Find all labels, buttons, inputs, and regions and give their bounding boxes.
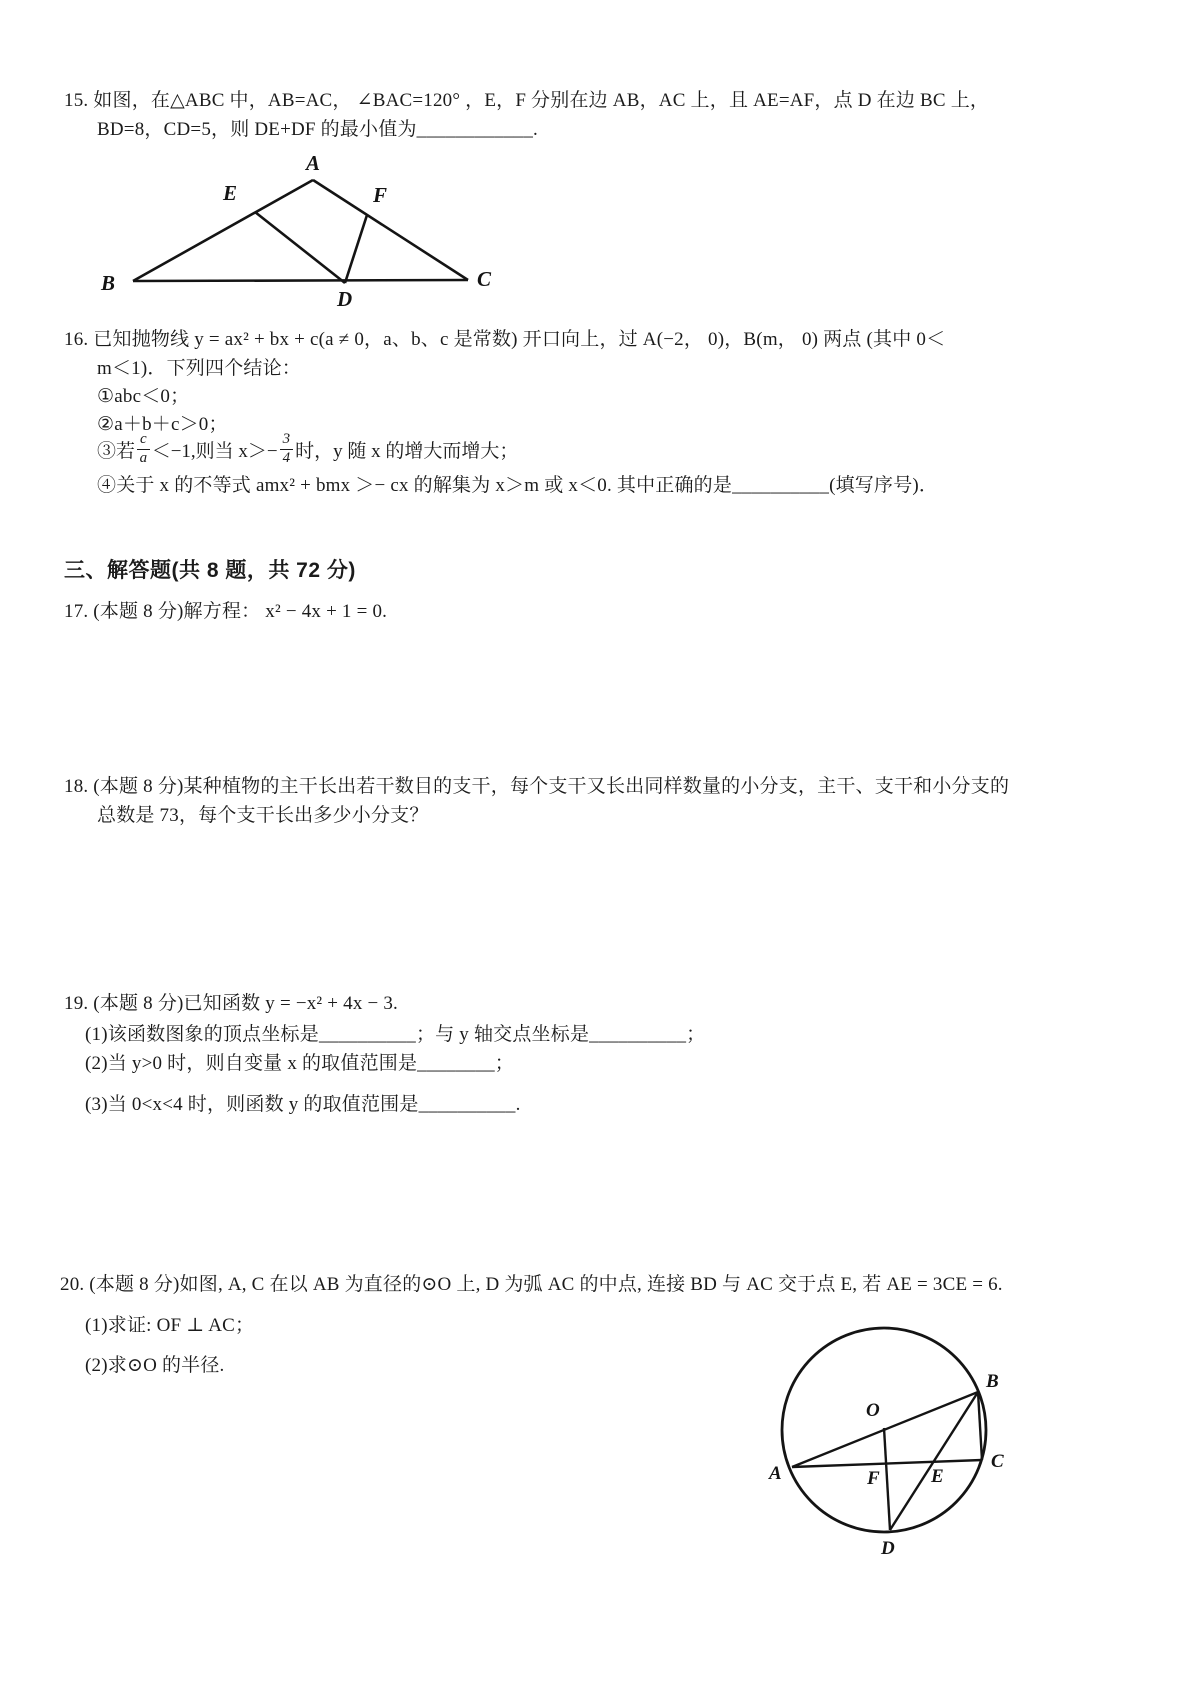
item3-text-pre: ③若: [97, 440, 136, 462]
triangle-label-e: E: [223, 181, 238, 205]
fraction-numerator: c: [137, 432, 150, 450]
question-19-item-1: (1)该函数图象的顶点坐标是__________；与 y 轴交点坐标是__________；: [85, 1024, 706, 1045]
circle-label-f: F: [867, 1468, 880, 1489]
segment-bc: [133, 280, 468, 281]
fraction-denominator: a: [139, 449, 148, 466]
question-18-line-1: 18. (本题 8 分)某种植物的主干长出若干数目的支干，每个支干又长出同样数量的小分支，主干、支干和小分支的: [64, 776, 1010, 797]
triangle-label-a: A: [306, 151, 321, 175]
segment-fd: [345, 215, 367, 283]
fraction-numerator: 3: [280, 432, 294, 450]
question-16-line-1: 16. 已知抛物线 y = ax² + bx + c(a ≠ 0，a、b、c 是常数) 开口向上，过 A(−2， 0)，B(m， 0) 两点 (其中 0＜: [64, 329, 946, 350]
question-18-line-2: 总数是 73，每个支干长出多少小分支？: [97, 805, 429, 826]
circle-label-e: E: [931, 1466, 944, 1487]
item3-text-post: 时，y 随 x 的增大而增大；: [295, 440, 519, 462]
segment-od: [884, 1428, 890, 1530]
question-20-line-1: 20. (本题 8 分)如图, A, C 在以 AB 为直径的⊙O 上, D 为弧 AC 的中点, 连接 BD 与 AC 交于点 E, 若 AE = 3CE = 6.: [60, 1274, 1003, 1295]
question-16-item-4: ④关于 x 的不等式 amx² + bmx ＞− cx 的解集为 x＞m 或 x＜0. 其中正确的是__________(填写序号)．: [97, 475, 939, 496]
triangle-figure: [85, 142, 505, 314]
question-20-item-1: (1)求证: OF ⊥ AC；: [85, 1315, 255, 1336]
segment-ac: [313, 180, 468, 280]
segment-ed: [255, 212, 345, 283]
fraction-c-over-a: [137, 432, 150, 467]
question-16-item-2: ②a＋b＋c＞0；: [97, 414, 228, 435]
circle-label-d: D: [881, 1538, 895, 1559]
circle-label-o: O: [866, 1400, 880, 1421]
circle-label-b: B: [986, 1371, 999, 1392]
fraction-3-over-4: [280, 432, 294, 467]
question-17-line-1: 17. (本题 8 分)解方程： x² − 4x + 1 = 0.: [64, 601, 388, 622]
circle-figure: [755, 1310, 1025, 1580]
fraction-denominator: 4: [282, 449, 291, 466]
triangle-label-c: C: [477, 267, 492, 291]
circle-label-a: A: [769, 1463, 782, 1484]
question-20-item-2: (2)求⊙O 的半径.: [85, 1355, 225, 1376]
question-19-item-2: (2)当 y>0 时，则自变量 x 的取值范围是________；: [85, 1053, 514, 1074]
question-16-item-3: [97, 432, 518, 467]
triangle-label-b: B: [101, 271, 116, 295]
triangle-label-d: D: [337, 287, 353, 311]
question-16-item-1: ①abc＜0；: [97, 386, 190, 407]
item3-text-mid: ＜−1,则当 x＞−: [151, 440, 278, 462]
circle-label-c: C: [991, 1451, 1004, 1472]
question-19-line-1: 19. (本题 8 分)已知函数 y = −x² + 4x − 3.: [64, 993, 399, 1014]
question-16-line-2: m＜1)．下列四个结论：: [97, 358, 302, 379]
question-15-line-2: BD=8，CD=5，则 DE+DF 的最小值为____________.: [97, 119, 538, 140]
question-19-item-3: (3)当 0<x<4 时，则函数 y 的取值范围是__________.: [85, 1094, 521, 1115]
question-15-line-1: 15. 如图，在△ABC 中，AB=AC， ∠BAC=120° ，E，F 分别在边 AB，AC 上，且 AE=AF，点 D 在边 BC 上，: [64, 90, 990, 111]
section-3-header: 三、解答题(共 8 题，共 72 分): [64, 559, 356, 582]
triangle-label-f: F: [373, 183, 388, 207]
